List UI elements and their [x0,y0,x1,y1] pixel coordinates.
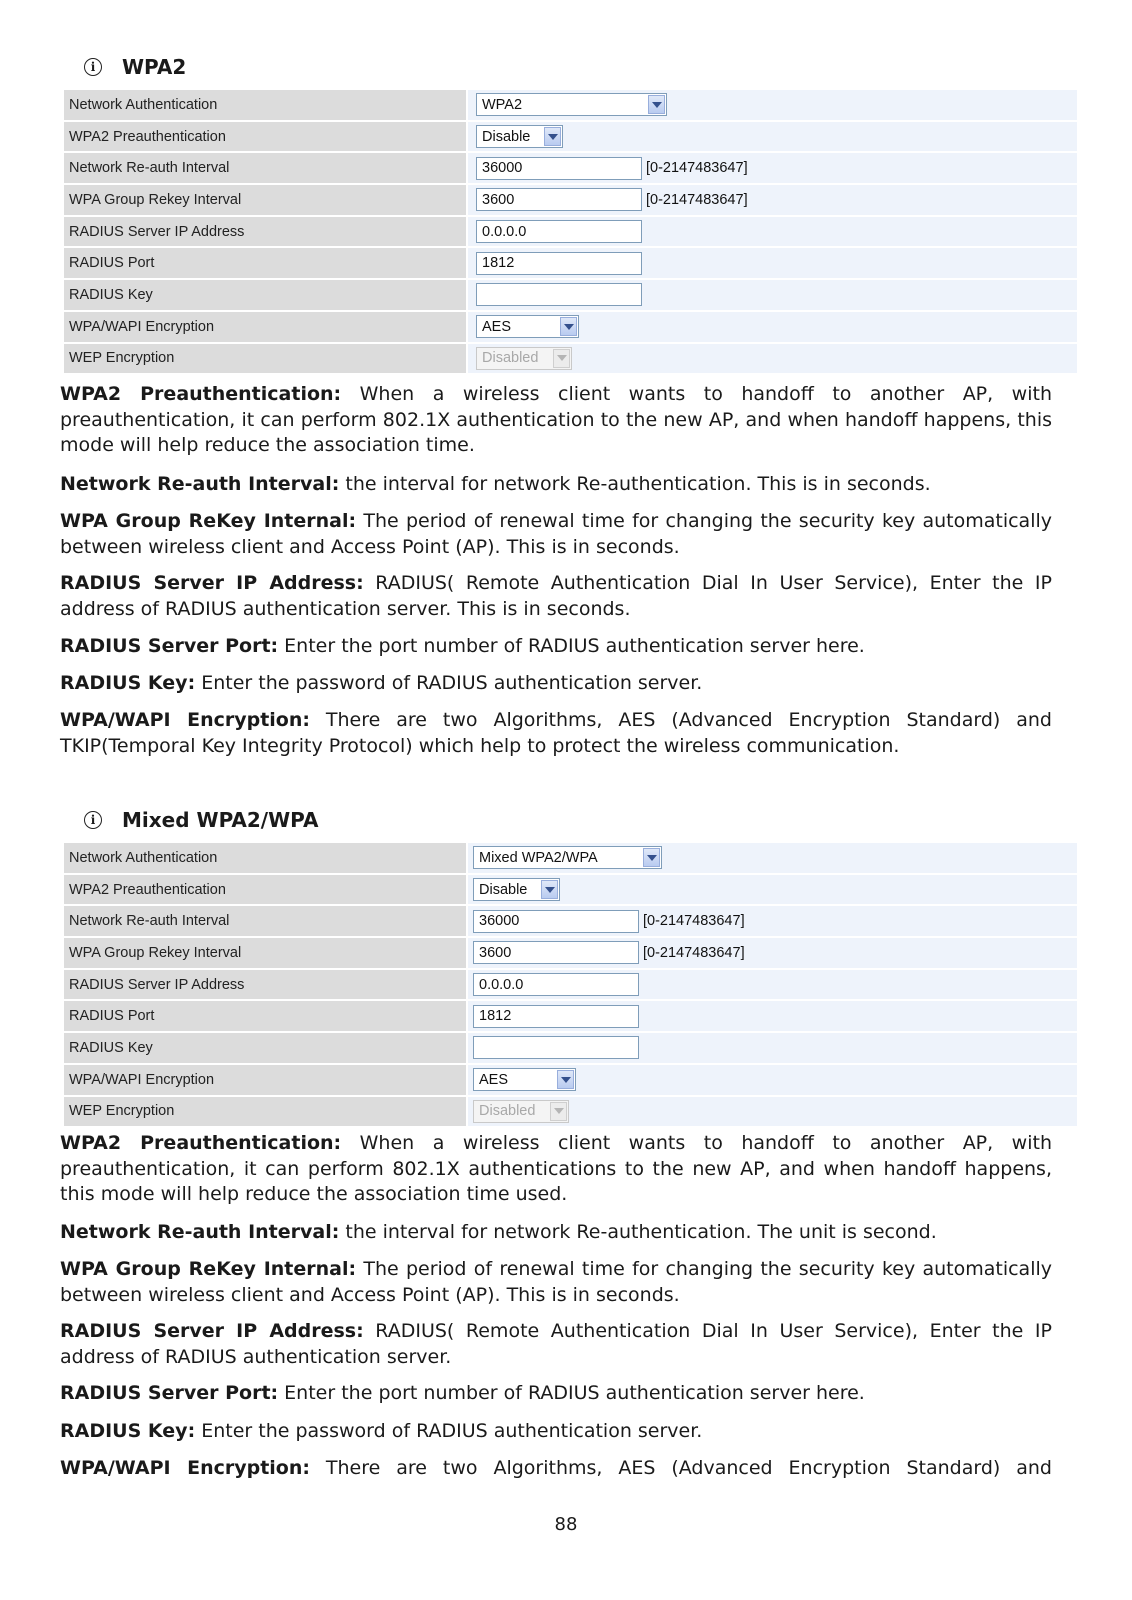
config-row [64,938,1077,970]
definition: RADIUS( Remote Authentication Dial In User Service), Enter the IP address of RADIUS authentication server. [60,1320,1052,1368]
encryption-select[interactable] [476,315,579,338]
field-label: WPA2 Preauthentication [64,875,466,907]
section-heading-wpa2 [84,55,186,79]
select-value: WPA2 [482,96,523,113]
chevron-down-icon [648,95,665,114]
term: WPA Group ReKey Internal: [60,510,357,532]
field-label: Network Authentication [64,90,466,122]
description-paragraph [60,509,1052,560]
description-paragraph [60,1319,1052,1370]
reauth-interval-input[interactable]: 36000 [476,157,642,180]
range-hint: [0-2147483647] [646,160,748,177]
field-label: WEP Encryption [64,1097,466,1129]
config-row [64,185,1077,217]
description-paragraph [60,382,1052,459]
term: RADIUS Server Port: [60,635,279,657]
term: RADIUS Key: [60,1420,196,1442]
field-label: RADIUS Port [64,248,466,280]
definition: There are two Algorithms, AES (Advanced Encryption Standard) and [309,1457,1052,1479]
description-paragraph [60,1131,1052,1208]
term: RADIUS Key: [60,672,196,694]
field-label: RADIUS Key [64,1033,466,1065]
range-hint: [0-2147483647] [643,913,745,930]
page-number: 88 [554,1514,578,1535]
network-auth-select[interactable] [473,846,662,869]
preauth-select[interactable] [473,878,560,901]
radius-port-input[interactable]: 1812 [476,252,642,275]
term: WPA2 Preauthentication: [60,383,342,405]
term: Network Re-auth Interval: [60,473,340,495]
mixed-config-panel [64,843,1077,1128]
config-row [64,843,1077,875]
select-value: Disable [482,128,531,145]
config-row [64,1065,1077,1097]
field-label: WPA/WAPI Encryption [64,1065,466,1097]
definition: Enter the password of RADIUS authentication server. [195,672,703,694]
definition: When a wireless client wants to handoff to another AP, with preauthentication, it can perform 802.1X authentications to the new AP, and when handoff happens, this mode will help reduce the association time used. [60,1132,1052,1206]
chevron-down-icon [643,848,660,867]
field-label: WPA Group Rekey Interval [64,938,466,970]
config-row [64,90,1077,122]
config-row [64,122,1077,154]
term: WPA2 Preauthentication: [60,1132,342,1154]
config-row [64,312,1077,344]
select-value: AES [482,318,512,335]
config-row [64,344,1077,376]
radius-port-input[interactable]: 1812 [473,1005,639,1028]
field-label: WPA Group Rekey Interval [64,185,466,217]
reauth-interval-input[interactable]: 36000 [473,910,639,933]
config-row [64,1001,1077,1033]
description-paragraph [60,1419,1052,1445]
section-title: WPA2 [122,55,187,79]
select-value: Disable [479,881,528,898]
definition: Enter the port number of RADIUS authentication server here. [278,1382,865,1404]
select-value: AES [479,1071,509,1088]
description-paragraph [60,708,1052,759]
field-label: RADIUS Port [64,1001,466,1033]
definition: When a wireless client wants to handoff to another AP, with preauthentication, it can perform 802.1X authentication to the new AP, and when handoff happens, this mode will help reduce the association time. [60,383,1052,457]
section-heading-mixed-wpa2-wpa [84,808,318,832]
term: RADIUS Server Port: [60,1382,279,1404]
field-label: RADIUS Server IP Address [64,217,466,249]
radius-key-input[interactable] [476,283,642,306]
field-label: Network Authentication [64,843,466,875]
config-row [64,217,1077,249]
range-hint: [0-2147483647] [646,191,748,208]
chevron-down-icon [553,349,570,368]
definition: Enter the password of RADIUS authentication server. [195,1420,703,1442]
select-value: Mixed WPA2/WPA [479,849,598,866]
field-label: Network Re-auth Interval [64,906,466,938]
definition: There are two Algorithms, AES (Advanced Encryption Standard) and TKIP(Temporal Key Integrity Protocol) which help to protect the wireless communication. [60,709,1052,757]
section-title: Mixed WPA2/WPA [122,808,319,832]
chevron-down-icon [544,127,561,146]
field-label: WEP Encryption [64,344,466,376]
info-icon: i [84,58,102,76]
config-row [64,970,1077,1002]
select-value: Disabled [482,350,539,367]
radius-ip-input[interactable]: 0.0.0.0 [473,973,639,996]
config-row [64,875,1077,907]
config-row [64,1097,1077,1129]
definition: the interval for network Re-authentication. This is in seconds. [339,473,931,495]
chevron-down-icon [541,880,558,899]
config-row [64,906,1077,938]
preauth-select[interactable] [476,125,563,148]
term: WPA/WAPI Encryption: [60,709,310,731]
description-paragraph [60,1456,1052,1482]
chevron-down-icon [550,1102,567,1121]
term: RADIUS Server IP Address: [60,572,364,594]
field-label: RADIUS Key [64,280,466,312]
select-value: Disabled [479,1103,536,1120]
network-auth-select[interactable] [476,93,667,116]
description-paragraph [60,671,1052,697]
definition: RADIUS( Remote Authentication Dial In User Service), Enter the IP address of RADIUS authentication server. This is in seconds. [60,572,1052,620]
wpa2-config-panel [64,90,1077,375]
wep-encryption-select [473,1100,569,1123]
field-label: Network Re-auth Interval [64,153,466,185]
definition: The period of renewal time for changing the security key automatically between wireless client and Access Point (AP). This is in seconds. [60,1258,1052,1306]
term: WPA Group ReKey Internal: [60,1258,357,1280]
description-paragraph [60,1381,1052,1407]
field-label: WPA2 Preauthentication [64,122,466,154]
rekey-interval-input[interactable]: 3600 [473,941,639,964]
config-row [64,1033,1077,1065]
chevron-down-icon [560,317,577,336]
chevron-down-icon [557,1070,574,1089]
term: RADIUS Server IP Address: [60,1320,364,1342]
definition: The period of renewal time for changing the security key automatically between wireless client and Access Point (AP). This is in seconds. [60,510,1052,558]
config-row [64,248,1077,280]
description-paragraph [60,472,1052,498]
description-paragraph [60,1257,1052,1308]
description-paragraph [60,1220,1052,1246]
config-row [64,153,1077,185]
description-paragraph [60,571,1052,622]
rekey-interval-input[interactable]: 3600 [476,188,642,211]
wep-encryption-select [476,347,572,370]
encryption-select[interactable] [473,1068,576,1091]
radius-ip-input[interactable]: 0.0.0.0 [476,220,642,243]
info-icon: i [84,811,102,829]
description-paragraph [60,634,1052,660]
term: WPA/WAPI Encryption: [60,1457,310,1479]
range-hint: [0-2147483647] [643,944,745,961]
radius-key-input[interactable] [473,1036,639,1059]
term: Network Re-auth Interval: [60,1221,340,1243]
definition: the interval for network Re-authentication. The unit is second. [339,1221,937,1243]
config-row [64,280,1077,312]
field-label: RADIUS Server IP Address [64,970,466,1002]
field-label: WPA/WAPI Encryption [64,312,466,344]
definition: Enter the port number of RADIUS authentication server here. [278,635,865,657]
